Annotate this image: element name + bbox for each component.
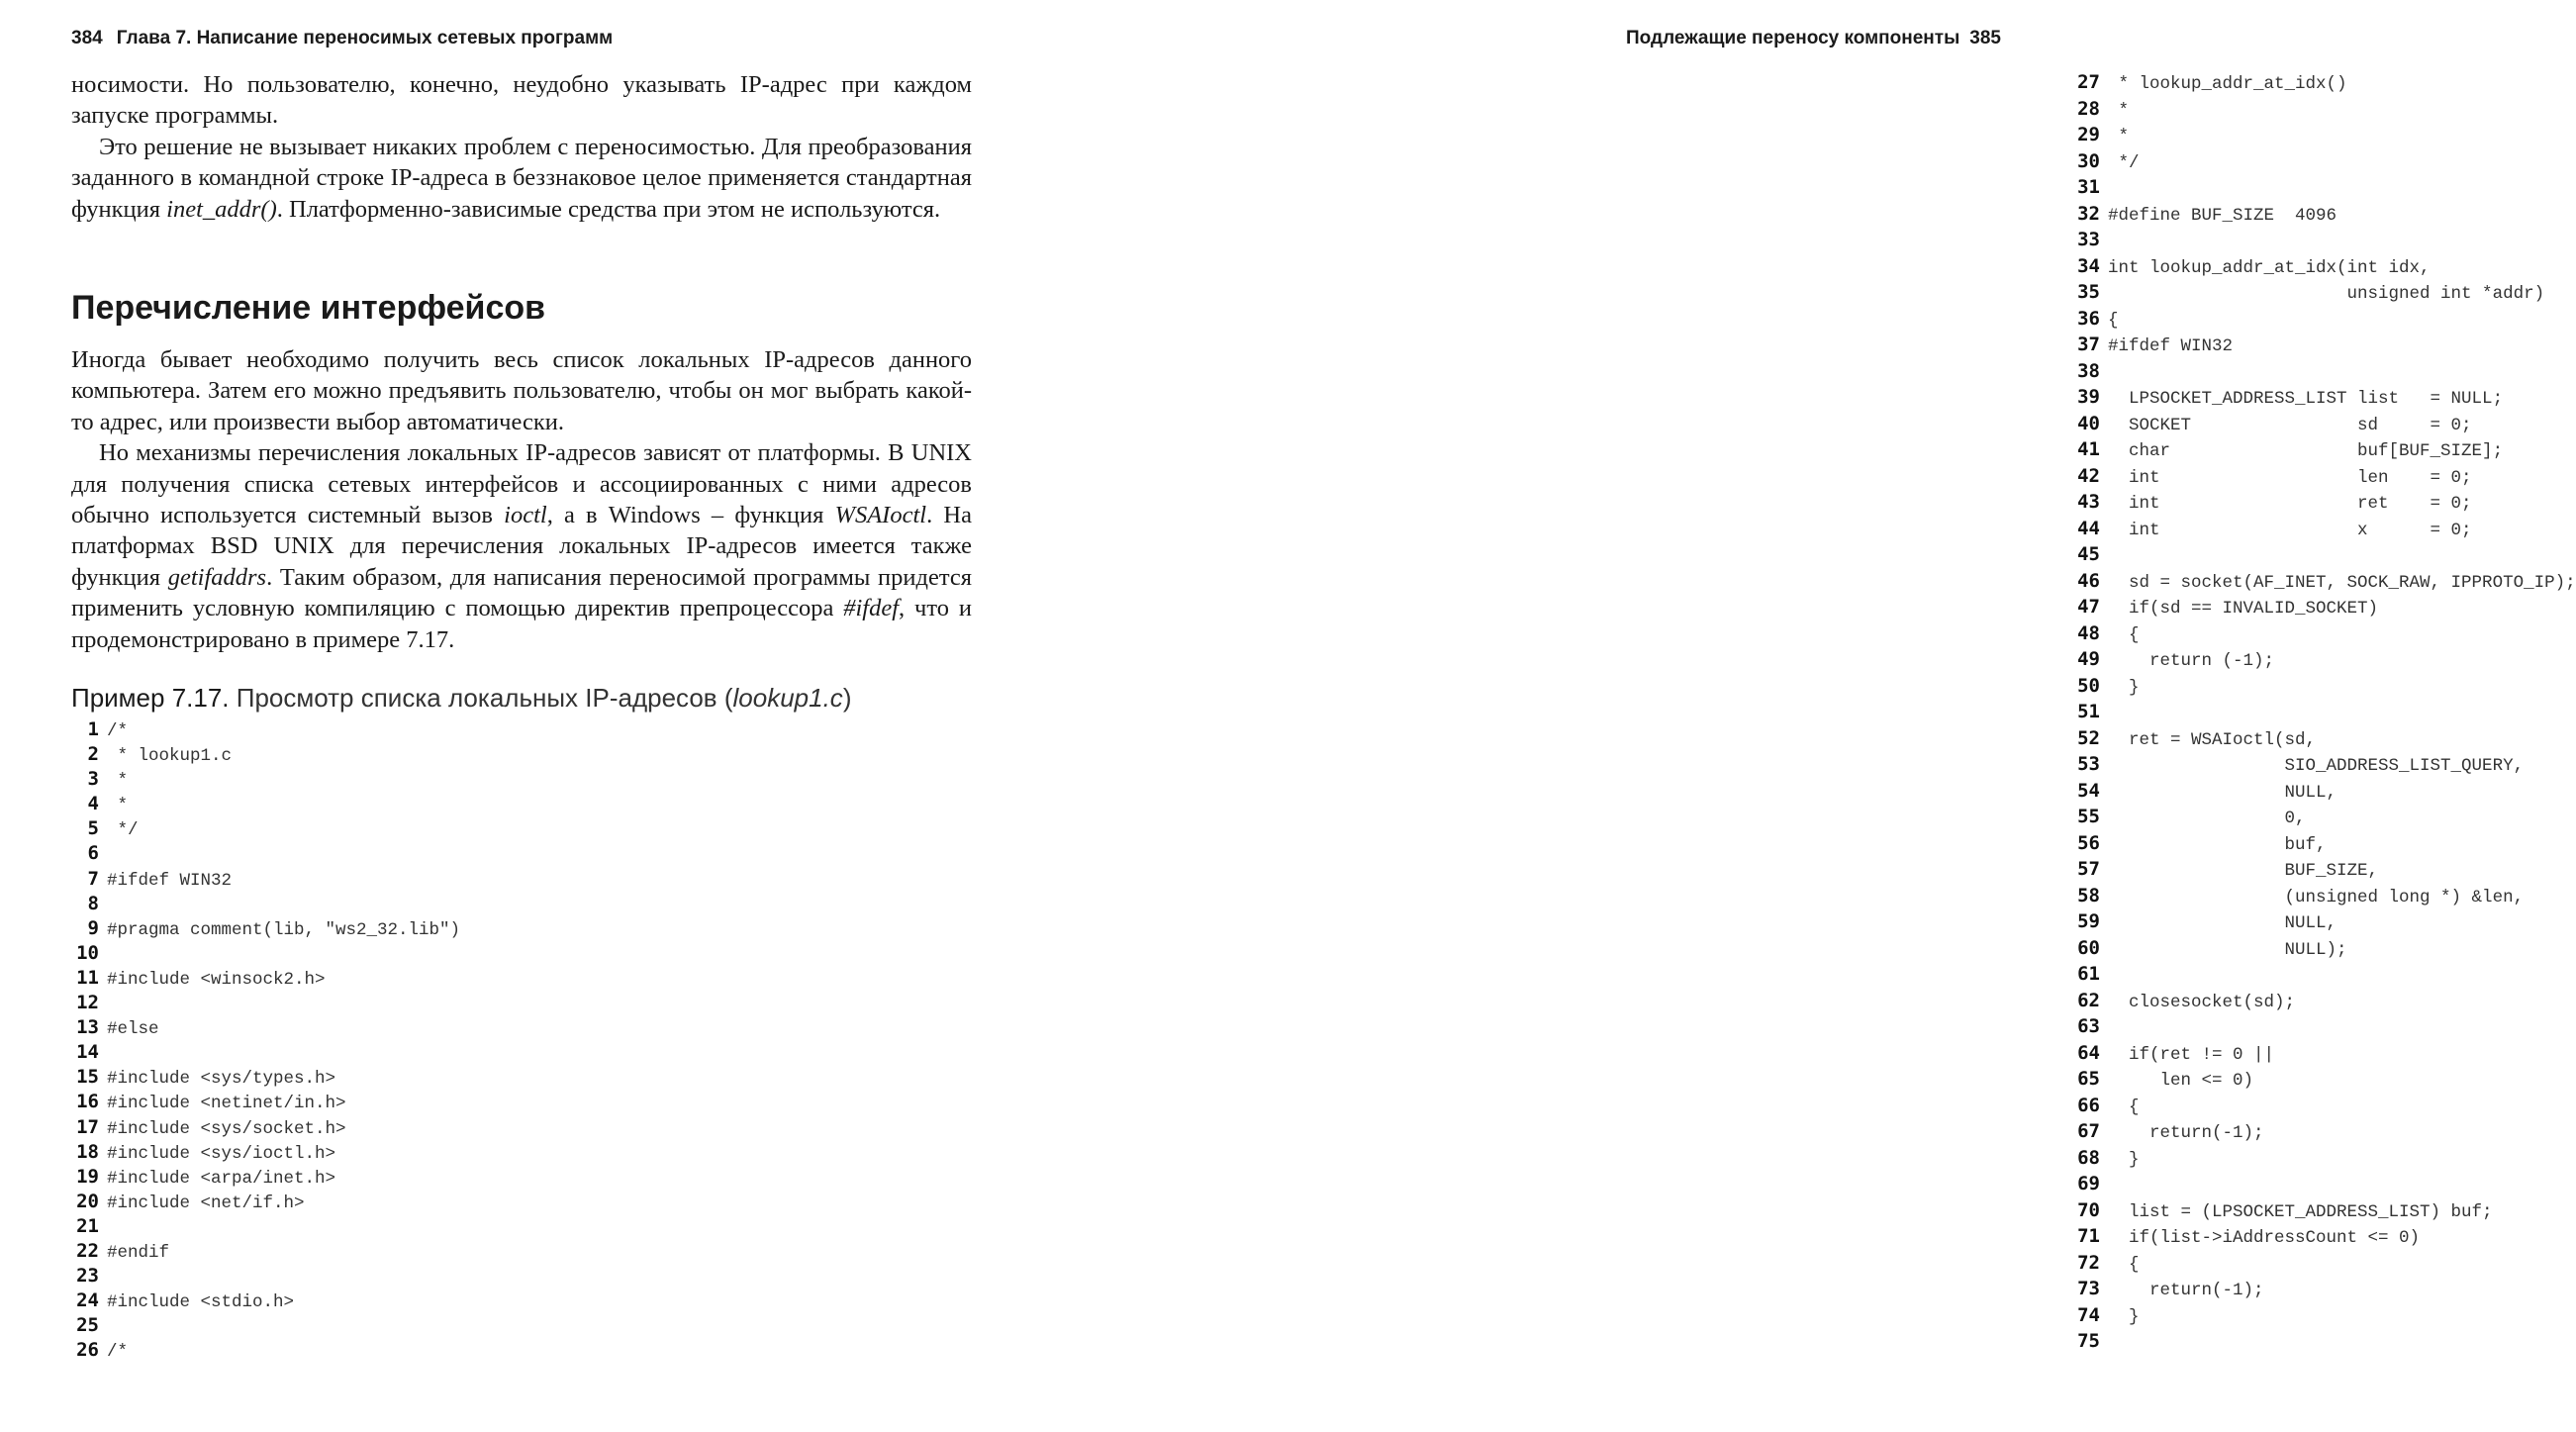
line-number: 38 [2077, 359, 2100, 382]
line-number: 15 [76, 1066, 99, 1089]
directive-ifdef: #ifdef [843, 595, 900, 622]
line-number: 19 [76, 1165, 99, 1188]
code-text: return(-1); [2108, 1281, 2264, 1300]
running-head-left [71, 28, 613, 49]
code-line [2072, 1068, 2576, 1095]
running-head-right [1626, 28, 2001, 49]
code-line [2072, 1252, 2576, 1279]
line-number: 75 [2077, 1330, 2100, 1352]
code-listing-right [2072, 71, 2576, 1357]
line-number: 62 [2077, 989, 2100, 1011]
line-number: 9 [87, 916, 99, 939]
line-number: 70 [2077, 1198, 2100, 1221]
line-number: 1 [87, 718, 99, 740]
line-number: 49 [2077, 648, 2100, 670]
code-line [71, 992, 460, 1016]
code-text: * lookup1.c [107, 746, 233, 767]
code-line [2072, 360, 2576, 387]
line-number: 34 [2077, 254, 2100, 277]
code-text: NULL); [2108, 939, 2347, 960]
line-number: 22 [76, 1239, 99, 1262]
code-text: * [2108, 100, 2130, 121]
code-line [71, 967, 460, 992]
code-line [71, 817, 460, 842]
code-line [2072, 229, 2576, 255]
line-number: 26 [76, 1339, 99, 1362]
code-line [2072, 832, 2576, 859]
code-line [2072, 438, 2576, 465]
section-text [71, 344, 972, 655]
line-number: 54 [2077, 779, 2100, 802]
code-line [2072, 570, 2576, 597]
paragraph-3-text: Иногда бывает необходимо получить весь список локальных IP-адресов данного компьютера. Затем его можно предъявить пользователю, чтобы он мог выбрать какой-то адрес, или произвести выбор автоматически. [71, 346, 972, 435]
code-text: { [2108, 310, 2119, 331]
code-text: } [2108, 1306, 2140, 1327]
line-number: 29 [2077, 124, 2100, 145]
code-line [71, 768, 460, 793]
code-text: sd = socket(AF_INET, SOCK_RAW, IPPROTO_IP); [2108, 572, 2576, 593]
line-number: 50 [2077, 674, 2100, 697]
code-text: if(list->iAddressCount <= 0) [2108, 1228, 2421, 1248]
left-page [0, 0, 1013, 1432]
code-line [71, 1191, 460, 1215]
code-line [2072, 596, 2576, 622]
code-line [71, 743, 460, 768]
code-line [2072, 308, 2576, 334]
line-number: 58 [2077, 884, 2100, 907]
code-text: #include <sys/ioctl.h> [107, 1143, 336, 1164]
code-line [2072, 98, 2576, 125]
code-text: SOCKET sd = 0; [2108, 415, 2472, 435]
code-text: char buf[BUF_SIZE]; [2108, 441, 2504, 461]
code-line [2072, 885, 2576, 911]
code-line [2072, 124, 2576, 150]
line-number: 59 [2077, 910, 2100, 932]
line-number: 28 [2077, 97, 2100, 120]
code-line [71, 868, 460, 893]
code-text: #ifdef WIN32 [107, 870, 233, 891]
line-number: 57 [2077, 858, 2100, 880]
line-number: 25 [76, 1314, 99, 1337]
code-text: /* [107, 1342, 129, 1363]
code-line [2072, 648, 2576, 675]
code-line [71, 1116, 460, 1141]
function-name-ioctl: ioctl [504, 502, 547, 529]
line-number: 51 [2077, 701, 2100, 722]
code-text: if(sd == INVALID_SOCKET) [2108, 599, 2379, 619]
code-text: #ifdef WIN32 [2108, 336, 2234, 356]
line-number: 12 [76, 992, 99, 1014]
code-line [71, 1066, 460, 1091]
line-number: 11 [76, 966, 99, 989]
paragraph-3 [71, 344, 972, 437]
line-number: 43 [2077, 491, 2100, 513]
line-number: 24 [76, 1289, 99, 1312]
code-line [71, 1215, 460, 1240]
line-number: 18 [76, 1140, 99, 1163]
line-number: 35 [2077, 281, 2100, 303]
line-number: 20 [76, 1190, 99, 1212]
code-listing-left [71, 718, 460, 1364]
code-line [2072, 255, 2576, 282]
page-number-left: 384 [71, 28, 103, 48]
code-line [71, 1289, 460, 1314]
code-line [2072, 386, 2576, 413]
code-line [2072, 1042, 2576, 1069]
paragraph-4-text-c: . На платформах BSD UNIX для перечисления локальных IP-адресов имеется также функция [71, 502, 972, 591]
line-number: 10 [76, 941, 99, 964]
code-line [71, 1339, 460, 1364]
code-line [71, 1240, 460, 1265]
code-line [2072, 753, 2576, 780]
code-line [2072, 176, 2576, 203]
code-line [2072, 1304, 2576, 1331]
code-line [71, 1016, 460, 1041]
function-name-inet-addr: inet_addr() [166, 195, 277, 223]
code-text: int lookup_addr_at_idx(int idx, [2108, 257, 2431, 278]
code-line [2072, 1278, 2576, 1304]
line-number: 60 [2077, 936, 2100, 959]
caption-label: Пример 7.17. [71, 683, 230, 713]
intro-text [71, 69, 972, 225]
line-number: 48 [2077, 621, 2100, 644]
line-number: 67 [2077, 1120, 2100, 1142]
code-text: * [107, 771, 129, 792]
code-line [2072, 543, 2576, 570]
line-number: 71 [2077, 1225, 2100, 1247]
code-text: #include <sys/socket.h> [107, 1118, 346, 1139]
line-number: 17 [76, 1115, 99, 1138]
code-text: #pragma comment(lib, "ws2_32.lib") [107, 919, 461, 940]
code-text: LPSOCKET_ADDRESS_LIST list = NULL; [2108, 389, 2504, 409]
code-text: 0, [2108, 809, 2306, 828]
section-heading: Перечисление интерфейсов [71, 289, 546, 327]
line-number: 32 [2077, 202, 2100, 225]
line-number: 39 [2077, 386, 2100, 408]
code-line [71, 1041, 460, 1066]
code-line [71, 718, 460, 743]
code-line [2072, 937, 2576, 964]
code-line [71, 793, 460, 817]
paragraph-2 [71, 132, 972, 225]
line-number: 6 [87, 842, 99, 865]
code-text: unsigned int *addr) [2108, 284, 2545, 304]
code-text: #else [107, 1019, 159, 1040]
code-line [2072, 963, 2576, 990]
code-line [2072, 203, 2576, 230]
chapter-title: Глава 7. Написание переносимых сетевых программ [116, 28, 614, 48]
code-text: closesocket(sd); [2108, 992, 2296, 1012]
code-text: len <= 0) [2108, 1071, 2254, 1091]
line-number: 46 [2077, 569, 2100, 592]
code-text: NULL, [2108, 782, 2337, 803]
code-line [71, 1166, 460, 1191]
function-name-wsaioctl: WSAIoctl [834, 502, 927, 529]
code-text: */ [2108, 152, 2140, 173]
line-number: 27 [2077, 71, 2100, 93]
code-text: #include <netinet/in.h> [107, 1094, 346, 1114]
line-number: 13 [76, 1016, 99, 1039]
code-line [2072, 780, 2576, 807]
code-text: ret = WSAIoctl(sd, [2108, 729, 2317, 750]
line-number: 73 [2077, 1278, 2100, 1299]
code-line [2072, 701, 2576, 727]
line-number: 14 [76, 1041, 99, 1064]
code-text: #include <winsock2.h> [107, 969, 326, 990]
code-line [2072, 1095, 2576, 1121]
line-number: 45 [2077, 543, 2100, 565]
line-number: 7 [87, 867, 99, 890]
code-line [2072, 281, 2576, 308]
code-text: return (-1); [2108, 651, 2275, 671]
section-title: Подлежащие переносу компоненты [1626, 28, 1960, 48]
code-line [71, 1265, 460, 1289]
code-line [71, 893, 460, 917]
code-line [2072, 622, 2576, 649]
code-line [2072, 465, 2576, 492]
code-text: #endif [107, 1242, 170, 1263]
line-number: 56 [2077, 831, 2100, 854]
code-line [2072, 1147, 2576, 1174]
paragraph-1 [71, 69, 972, 132]
line-number: 4 [87, 793, 99, 815]
line-number: 30 [2077, 149, 2100, 172]
line-number: 21 [76, 1214, 99, 1237]
page-number-right: 385 [1969, 28, 2001, 48]
line-number: 53 [2077, 753, 2100, 775]
code-line [2072, 858, 2576, 885]
code-line [2072, 910, 2576, 937]
caption-text: Просмотр списка локальных IP-адресов ( [229, 683, 733, 713]
code-text: #include <net/if.h> [107, 1193, 305, 1213]
right-page [1013, 0, 2576, 1432]
paragraph-4-text-b: , а в Windows – функция [546, 502, 835, 529]
code-text: if(ret != 0 || [2108, 1044, 2275, 1065]
paragraph-2-text-a: Это решение не вызывает никаких проблем с переносимостью. Для преобразования заданного в командной строке IP-адреса в беззнаковое целое применяется стандартная функция [71, 133, 972, 223]
code-line [71, 842, 460, 867]
code-text: (unsigned long *) &len, [2108, 887, 2525, 907]
code-text: buf, [2108, 834, 2327, 855]
function-name-getifaddrs: getifaddrs [167, 563, 267, 591]
code-line [2072, 1015, 2576, 1042]
code-text: * [107, 796, 129, 816]
code-text: * [2108, 127, 2130, 146]
code-text: * lookup_addr_at_idx() [2108, 74, 2347, 94]
code-text: int len = 0; [2108, 467, 2472, 488]
line-number: 69 [2077, 1173, 2100, 1194]
code-line [2072, 675, 2576, 702]
code-text: */ [107, 820, 139, 841]
line-number: 37 [2077, 334, 2100, 355]
code-line [2072, 491, 2576, 518]
code-text: int ret = 0; [2108, 494, 2472, 514]
code-line [2072, 1225, 2576, 1252]
code-line [2072, 518, 2576, 544]
line-number: 42 [2077, 464, 2100, 487]
line-number: 23 [76, 1265, 99, 1288]
paragraph-4 [71, 437, 972, 655]
code-text: int x = 0; [2108, 520, 2472, 540]
code-line [2072, 150, 2576, 177]
code-text: #include <sys/types.h> [107, 1069, 336, 1090]
code-line [71, 1091, 460, 1115]
paragraph-4-text-d: . Таким образом, для написания переносимой программы придется применить условную компиляцию с помощью директив препроцессора [71, 563, 972, 622]
line-number: 16 [76, 1091, 99, 1113]
paragraph-2-text-b: . Платформенно-зависимые средства при этом не используются. [276, 195, 941, 223]
line-number: 8 [87, 892, 99, 914]
code-text: BUF_SIZE, [2108, 861, 2379, 881]
line-number: 72 [2077, 1251, 2100, 1274]
line-number: 68 [2077, 1146, 2100, 1169]
line-number: 61 [2077, 963, 2100, 985]
line-number: 55 [2077, 806, 2100, 827]
code-line [2072, 806, 2576, 832]
code-text: { [2108, 1254, 2140, 1275]
line-number: 3 [87, 768, 99, 791]
code-line [2072, 1120, 2576, 1147]
line-number: 47 [2077, 596, 2100, 618]
code-line [2072, 990, 2576, 1016]
code-text: list = (LPSOCKET_ADDRESS_LIST) buf; [2108, 1201, 2493, 1222]
line-number: 64 [2077, 1041, 2100, 1064]
code-text: { [2108, 1097, 2140, 1117]
line-number: 5 [87, 817, 99, 840]
code-text: } [2108, 1149, 2140, 1170]
paragraph-1-text: носимости. Но пользователю, конечно, неудобно указывать IP-адрес при каждом запуске программы. [71, 71, 972, 130]
code-text: /* [107, 721, 129, 741]
code-line [71, 917, 460, 942]
example-caption [71, 683, 851, 714]
line-number: 63 [2077, 1015, 2100, 1037]
code-line [2072, 334, 2576, 360]
line-number: 74 [2077, 1303, 2100, 1326]
code-line [2072, 71, 2576, 98]
line-number: 36 [2077, 307, 2100, 330]
paragraph-4-text-e: , что и продемонстрировано в примере 7.17. [71, 595, 972, 653]
line-number: 40 [2077, 412, 2100, 434]
caption-close: ) [842, 683, 852, 713]
code-line [2072, 1173, 2576, 1199]
line-number: 44 [2077, 517, 2100, 539]
line-number: 31 [2077, 176, 2100, 198]
code-line [71, 1314, 460, 1339]
code-text: SIO_ADDRESS_LIST_QUERY, [2108, 756, 2525, 776]
caption-filename: lookup1.c [732, 683, 843, 713]
code-line [2072, 413, 2576, 439]
code-line [2072, 1199, 2576, 1226]
code-text: #define BUF_SIZE 4096 [2108, 205, 2337, 226]
paragraph-4-text-a: Но механизмы перечисления локальных IP-адресов зависят от платформы. В UNIX для получения списка сетевых интерфейсов и ассоциированных с ними адресов обычно используется системный вызов [71, 439, 972, 529]
code-text: } [2108, 677, 2140, 698]
line-number: 66 [2077, 1094, 2100, 1116]
line-number: 2 [87, 743, 99, 766]
line-number: 52 [2077, 726, 2100, 749]
line-number: 65 [2077, 1068, 2100, 1090]
line-number: 41 [2077, 438, 2100, 460]
code-text: #include <stdio.h> [107, 1292, 295, 1313]
code-line [71, 1141, 460, 1166]
code-text: NULL, [2108, 913, 2337, 933]
code-text: #include <arpa/inet.h> [107, 1168, 336, 1189]
code-text: { [2108, 624, 2140, 645]
code-line [2072, 1330, 2576, 1357]
code-line [2072, 727, 2576, 754]
code-text: return(-1); [2108, 1123, 2264, 1143]
line-number: 33 [2077, 229, 2100, 250]
code-line [71, 942, 460, 967]
